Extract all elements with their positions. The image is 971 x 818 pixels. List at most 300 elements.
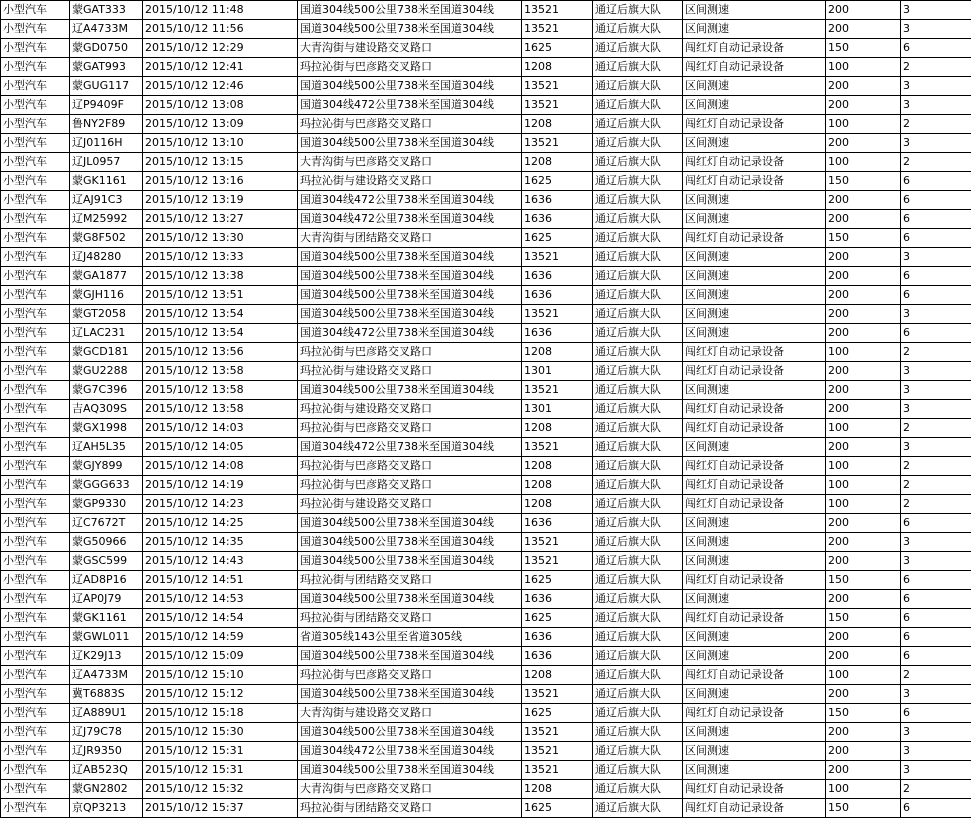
vehicle-type-cell: 小型汽车 xyxy=(1,286,70,305)
violation-code-cell: 13521 xyxy=(522,685,593,704)
datetime-cell: 2015/10/12 15:09 xyxy=(143,647,298,666)
vehicle-type-cell: 小型汽车 xyxy=(1,115,70,134)
device-type-cell: 区间测速 xyxy=(683,685,826,704)
datetime-cell: 2015/10/12 14:51 xyxy=(143,571,298,590)
table-row xyxy=(1,115,971,134)
table-row xyxy=(1,305,971,324)
fine-cell: 200 xyxy=(826,267,901,286)
points-cell: 6 xyxy=(901,172,971,191)
points-cell: 6 xyxy=(901,628,971,647)
plate-number-cell: 鲁NY2F89 xyxy=(70,115,143,134)
vehicle-type-cell: 小型汽车 xyxy=(1,742,70,761)
points-cell: 3 xyxy=(901,438,971,457)
violation-code-cell: 1208 xyxy=(522,476,593,495)
department-cell: 通辽后旗大队 xyxy=(593,685,683,704)
datetime-cell: 2015/10/12 13:30 xyxy=(143,229,298,248)
datetime-cell: 2015/10/12 13:54 xyxy=(143,324,298,343)
device-type-cell: 区间测速 xyxy=(683,248,826,267)
points-cell: 3 xyxy=(901,248,971,267)
points-cell: 6 xyxy=(901,590,971,609)
location-cell: 玛拉沁街与建设路交叉路口 xyxy=(298,362,522,381)
violation-code-cell: 13521 xyxy=(522,96,593,115)
table-row xyxy=(1,704,971,723)
department-cell: 通辽后旗大队 xyxy=(593,77,683,96)
points-cell: 6 xyxy=(901,609,971,628)
plate-number-cell: 蒙GJH116 xyxy=(70,286,143,305)
vehicle-type-cell: 小型汽车 xyxy=(1,723,70,742)
device-type-cell: 区间测速 xyxy=(683,438,826,457)
vehicle-type-cell: 小型汽车 xyxy=(1,191,70,210)
datetime-cell: 2015/10/12 14:54 xyxy=(143,609,298,628)
points-cell: 6 xyxy=(901,324,971,343)
location-cell: 省道305线143公里至省道305线 xyxy=(298,628,522,647)
vehicle-type-cell: 小型汽车 xyxy=(1,780,70,799)
vehicle-type-cell: 小型汽车 xyxy=(1,476,70,495)
fine-cell: 200 xyxy=(826,77,901,96)
location-cell: 玛拉沁街与建设路交叉路口 xyxy=(298,400,522,419)
points-cell: 3 xyxy=(901,20,971,39)
plate-number-cell: 辽AP0J79 xyxy=(70,590,143,609)
device-type-cell: 闯红灯自动记录设备 xyxy=(683,400,826,419)
table-row xyxy=(1,609,971,628)
datetime-cell: 2015/10/12 14:03 xyxy=(143,419,298,438)
vehicle-type-cell: 小型汽车 xyxy=(1,324,70,343)
plate-number-cell: 辽K29J13 xyxy=(70,647,143,666)
datetime-cell: 2015/10/12 13:58 xyxy=(143,400,298,419)
table-row xyxy=(1,210,971,229)
violation-code-cell: 1636 xyxy=(522,267,593,286)
table-row xyxy=(1,628,971,647)
location-cell: 国道304线500公里738米至国道304线 xyxy=(298,286,522,305)
device-type-cell: 区间测速 xyxy=(683,267,826,286)
points-cell: 2 xyxy=(901,780,971,799)
table-row xyxy=(1,134,971,153)
datetime-cell: 2015/10/12 14:05 xyxy=(143,438,298,457)
department-cell: 通辽后旗大队 xyxy=(593,305,683,324)
fine-cell: 100 xyxy=(826,495,901,514)
location-cell: 玛拉沁街与建设路交叉路口 xyxy=(298,495,522,514)
fine-cell: 200 xyxy=(826,400,901,419)
datetime-cell: 2015/10/12 14:19 xyxy=(143,476,298,495)
location-cell: 玛拉沁街与巴彦路交叉路口 xyxy=(298,343,522,362)
violation-code-cell: 13521 xyxy=(522,742,593,761)
table-row xyxy=(1,685,971,704)
plate-number-cell: 蒙GJY899 xyxy=(70,457,143,476)
plate-number-cell: 蒙GU2288 xyxy=(70,362,143,381)
location-cell: 国道304线472公里738米至国道304线 xyxy=(298,324,522,343)
table-row xyxy=(1,191,971,210)
plate-number-cell: 辽AD8P16 xyxy=(70,571,143,590)
datetime-cell: 2015/10/12 14:53 xyxy=(143,590,298,609)
datetime-cell: 2015/10/12 13:58 xyxy=(143,381,298,400)
location-cell: 国道304线500公里738米至国道304线 xyxy=(298,590,522,609)
department-cell: 通辽后旗大队 xyxy=(593,457,683,476)
location-cell: 玛拉沁街与团结路交叉路口 xyxy=(298,799,522,818)
vehicle-type-cell: 小型汽车 xyxy=(1,799,70,818)
table-row xyxy=(1,419,971,438)
device-type-cell: 闯红灯自动记录设备 xyxy=(683,362,826,381)
fine-cell: 200 xyxy=(826,552,901,571)
table-row xyxy=(1,571,971,590)
vehicle-type-cell: 小型汽车 xyxy=(1,666,70,685)
fine-cell: 200 xyxy=(826,438,901,457)
plate-number-cell: 蒙G8F502 xyxy=(70,229,143,248)
points-cell: 3 xyxy=(901,362,971,381)
vehicle-type-cell: 小型汽车 xyxy=(1,267,70,286)
points-cell: 3 xyxy=(901,96,971,115)
department-cell: 通辽后旗大队 xyxy=(593,381,683,400)
violation-code-cell: 1636 xyxy=(522,324,593,343)
datetime-cell: 2015/10/12 13:56 xyxy=(143,343,298,362)
department-cell: 通辽后旗大队 xyxy=(593,96,683,115)
violation-code-cell: 13521 xyxy=(522,20,593,39)
plate-number-cell: 吉AQ309S xyxy=(70,400,143,419)
points-cell: 2 xyxy=(901,58,971,77)
department-cell: 通辽后旗大队 xyxy=(593,39,683,58)
points-cell: 6 xyxy=(901,571,971,590)
plate-number-cell: 京QP3213 xyxy=(70,799,143,818)
vehicle-type-cell: 小型汽车 xyxy=(1,609,70,628)
plate-number-cell: 辽C7672T xyxy=(70,514,143,533)
vehicle-type-cell: 小型汽车 xyxy=(1,134,70,153)
device-type-cell: 区间测速 xyxy=(683,191,826,210)
location-cell: 国道304线500公里738米至国道304线 xyxy=(298,514,522,533)
location-cell: 国道304线500公里738米至国道304线 xyxy=(298,761,522,780)
location-cell: 玛拉沁街与巴彦路交叉路口 xyxy=(298,419,522,438)
device-type-cell: 区间测速 xyxy=(683,552,826,571)
points-cell: 6 xyxy=(901,647,971,666)
location-cell: 玛拉沁街与团结路交叉路口 xyxy=(298,609,522,628)
department-cell: 通辽后旗大队 xyxy=(593,153,683,172)
department-cell: 通辽后旗大队 xyxy=(593,552,683,571)
fine-cell: 150 xyxy=(826,39,901,58)
vehicle-type-cell: 小型汽车 xyxy=(1,381,70,400)
location-cell: 国道304线500公里738米至国道304线 xyxy=(298,1,522,20)
table-row xyxy=(1,229,971,248)
plate-number-cell: 辽J0116H xyxy=(70,134,143,153)
table-row xyxy=(1,77,971,96)
plate-number-cell: 冀T6883S xyxy=(70,685,143,704)
table-row xyxy=(1,172,971,191)
datetime-cell: 2015/10/12 13:27 xyxy=(143,210,298,229)
table-body xyxy=(1,1,971,818)
plate-number-cell: 辽J79C78 xyxy=(70,723,143,742)
department-cell: 通辽后旗大队 xyxy=(593,58,683,77)
datetime-cell: 2015/10/12 13:16 xyxy=(143,172,298,191)
department-cell: 通辽后旗大队 xyxy=(593,172,683,191)
location-cell: 大青沟街与团结路交叉路口 xyxy=(298,229,522,248)
vehicle-type-cell: 小型汽车 xyxy=(1,77,70,96)
fine-cell: 100 xyxy=(826,115,901,134)
vehicle-type-cell: 小型汽车 xyxy=(1,39,70,58)
department-cell: 通辽后旗大队 xyxy=(593,324,683,343)
location-cell: 大青沟街与巴彦路交叉路口 xyxy=(298,153,522,172)
device-type-cell: 闯红灯自动记录设备 xyxy=(683,609,826,628)
datetime-cell: 2015/10/12 14:23 xyxy=(143,495,298,514)
fine-cell: 100 xyxy=(826,457,901,476)
device-type-cell: 闯红灯自动记录设备 xyxy=(683,799,826,818)
location-cell: 国道304线500公里738米至国道304线 xyxy=(298,248,522,267)
device-type-cell: 区间测速 xyxy=(683,628,826,647)
vehicle-type-cell: 小型汽车 xyxy=(1,305,70,324)
fine-cell: 150 xyxy=(826,571,901,590)
points-cell: 6 xyxy=(901,39,971,58)
vehicle-type-cell: 小型汽车 xyxy=(1,590,70,609)
datetime-cell: 2015/10/12 11:56 xyxy=(143,20,298,39)
vehicle-type-cell: 小型汽车 xyxy=(1,514,70,533)
location-cell: 国道304线500公里738米至国道304线 xyxy=(298,134,522,153)
department-cell: 通辽后旗大队 xyxy=(593,210,683,229)
device-type-cell: 闯红灯自动记录设备 xyxy=(683,704,826,723)
violation-code-cell: 13521 xyxy=(522,438,593,457)
violation-code-cell: 13521 xyxy=(522,1,593,20)
device-type-cell: 区间测速 xyxy=(683,286,826,305)
table-row xyxy=(1,400,971,419)
points-cell: 2 xyxy=(901,495,971,514)
department-cell: 通辽后旗大队 xyxy=(593,742,683,761)
table-row xyxy=(1,153,971,172)
fine-cell: 200 xyxy=(826,628,901,647)
points-cell: 3 xyxy=(901,761,971,780)
vehicle-type-cell: 小型汽车 xyxy=(1,495,70,514)
points-cell: 3 xyxy=(901,552,971,571)
datetime-cell: 2015/10/12 12:41 xyxy=(143,58,298,77)
department-cell: 通辽后旗大队 xyxy=(593,666,683,685)
fine-cell: 200 xyxy=(826,248,901,267)
table-row xyxy=(1,590,971,609)
department-cell: 通辽后旗大队 xyxy=(593,495,683,514)
plate-number-cell: 辽A4733M xyxy=(70,20,143,39)
fine-cell: 100 xyxy=(826,153,901,172)
points-cell: 6 xyxy=(901,210,971,229)
device-type-cell: 闯红灯自动记录设备 xyxy=(683,153,826,172)
table-row xyxy=(1,495,971,514)
datetime-cell: 2015/10/12 15:10 xyxy=(143,666,298,685)
location-cell: 国道304线500公里738米至国道304线 xyxy=(298,305,522,324)
datetime-cell: 2015/10/12 13:08 xyxy=(143,96,298,115)
location-cell: 玛拉沁街与巴彦路交叉路口 xyxy=(298,115,522,134)
device-type-cell: 区间测速 xyxy=(683,1,826,20)
vehicle-type-cell: 小型汽车 xyxy=(1,628,70,647)
datetime-cell: 2015/10/12 12:29 xyxy=(143,39,298,58)
plate-number-cell: 辽J48280 xyxy=(70,248,143,267)
department-cell: 通辽后旗大队 xyxy=(593,476,683,495)
table-row xyxy=(1,96,971,115)
violation-code-cell: 1636 xyxy=(522,191,593,210)
plate-number-cell: 蒙GA1877 xyxy=(70,267,143,286)
department-cell: 通辽后旗大队 xyxy=(593,343,683,362)
device-type-cell: 区间测速 xyxy=(683,514,826,533)
location-cell: 大青沟街与巴彦路交叉路口 xyxy=(298,780,522,799)
points-cell: 2 xyxy=(901,666,971,685)
location-cell: 国道304线472公里738米至国道304线 xyxy=(298,438,522,457)
vehicle-type-cell: 小型汽车 xyxy=(1,571,70,590)
violation-code-cell: 13521 xyxy=(522,533,593,552)
violation-code-cell: 13521 xyxy=(522,248,593,267)
plate-number-cell: 蒙GN2802 xyxy=(70,780,143,799)
datetime-cell: 2015/10/12 13:51 xyxy=(143,286,298,305)
table-row xyxy=(1,742,971,761)
fine-cell: 150 xyxy=(826,172,901,191)
table-row xyxy=(1,324,971,343)
fine-cell: 200 xyxy=(826,1,901,20)
device-type-cell: 区间测速 xyxy=(683,761,826,780)
table-row xyxy=(1,381,971,400)
points-cell: 2 xyxy=(901,476,971,495)
location-cell: 国道304线500公里738米至国道304线 xyxy=(298,381,522,400)
device-type-cell: 闯红灯自动记录设备 xyxy=(683,419,826,438)
points-cell: 2 xyxy=(901,115,971,134)
table-row xyxy=(1,457,971,476)
location-cell: 国道304线472公里738米至国道304线 xyxy=(298,96,522,115)
points-cell: 3 xyxy=(901,381,971,400)
table-row xyxy=(1,476,971,495)
datetime-cell: 2015/10/12 13:15 xyxy=(143,153,298,172)
violation-code-cell: 1208 xyxy=(522,495,593,514)
fine-cell: 100 xyxy=(826,666,901,685)
fine-cell: 200 xyxy=(826,685,901,704)
table-row xyxy=(1,438,971,457)
device-type-cell: 闯红灯自动记录设备 xyxy=(683,780,826,799)
points-cell: 6 xyxy=(901,286,971,305)
location-cell: 国道304线472公里738米至国道304线 xyxy=(298,210,522,229)
datetime-cell: 2015/10/12 15:18 xyxy=(143,704,298,723)
plate-number-cell: 蒙GK1161 xyxy=(70,609,143,628)
points-cell: 6 xyxy=(901,799,971,818)
fine-cell: 200 xyxy=(826,20,901,39)
department-cell: 通辽后旗大队 xyxy=(593,248,683,267)
device-type-cell: 区间测速 xyxy=(683,96,826,115)
location-cell: 大青沟街与建设路交叉路口 xyxy=(298,39,522,58)
vehicle-type-cell: 小型汽车 xyxy=(1,419,70,438)
department-cell: 通辽后旗大队 xyxy=(593,286,683,305)
points-cell: 3 xyxy=(901,77,971,96)
table-row xyxy=(1,514,971,533)
datetime-cell: 2015/10/12 11:48 xyxy=(143,1,298,20)
device-type-cell: 区间测速 xyxy=(683,324,826,343)
datetime-cell: 2015/10/12 13:10 xyxy=(143,134,298,153)
fine-cell: 100 xyxy=(826,476,901,495)
points-cell: 6 xyxy=(901,267,971,286)
datetime-cell: 2015/10/12 13:58 xyxy=(143,362,298,381)
vehicle-type-cell: 小型汽车 xyxy=(1,457,70,476)
violation-code-cell: 1208 xyxy=(522,153,593,172)
table-row xyxy=(1,39,971,58)
table-row xyxy=(1,343,971,362)
points-cell: 2 xyxy=(901,343,971,362)
violation-code-cell: 13521 xyxy=(522,381,593,400)
datetime-cell: 2015/10/12 14:59 xyxy=(143,628,298,647)
vehicle-type-cell: 小型汽车 xyxy=(1,533,70,552)
device-type-cell: 闯红灯自动记录设备 xyxy=(683,39,826,58)
device-type-cell: 闯红灯自动记录设备 xyxy=(683,343,826,362)
violation-code-cell: 13521 xyxy=(522,305,593,324)
location-cell: 国道304线500公里738米至国道304线 xyxy=(298,20,522,39)
fine-cell: 200 xyxy=(826,324,901,343)
datetime-cell: 2015/10/12 15:32 xyxy=(143,780,298,799)
plate-number-cell: 蒙GSC599 xyxy=(70,552,143,571)
plate-number-cell: 蒙GWL011 xyxy=(70,628,143,647)
department-cell: 通辽后旗大队 xyxy=(593,704,683,723)
device-type-cell: 区间测速 xyxy=(683,647,826,666)
fine-cell: 200 xyxy=(826,761,901,780)
table-row xyxy=(1,780,971,799)
vehicle-type-cell: 小型汽车 xyxy=(1,685,70,704)
points-cell: 6 xyxy=(901,229,971,248)
vehicle-type-cell: 小型汽车 xyxy=(1,210,70,229)
fine-cell: 200 xyxy=(826,210,901,229)
points-cell: 6 xyxy=(901,514,971,533)
vehicle-type-cell: 小型汽车 xyxy=(1,647,70,666)
vehicle-type-cell: 小型汽车 xyxy=(1,20,70,39)
plate-number-cell: 蒙GAT333 xyxy=(70,1,143,20)
device-type-cell: 闯红灯自动记录设备 xyxy=(683,229,826,248)
plate-number-cell: 辽LAC231 xyxy=(70,324,143,343)
location-cell: 玛拉沁街与巴彦路交叉路口 xyxy=(298,476,522,495)
violation-code-cell: 1208 xyxy=(522,780,593,799)
plate-number-cell: 蒙GP9330 xyxy=(70,495,143,514)
points-cell: 6 xyxy=(901,704,971,723)
fine-cell: 200 xyxy=(826,96,901,115)
fine-cell: 200 xyxy=(826,647,901,666)
department-cell: 通辽后旗大队 xyxy=(593,609,683,628)
violation-code-cell: 13521 xyxy=(522,77,593,96)
violation-code-cell: 1208 xyxy=(522,419,593,438)
points-cell: 3 xyxy=(901,723,971,742)
vehicle-type-cell: 小型汽车 xyxy=(1,58,70,77)
points-cell: 2 xyxy=(901,419,971,438)
datetime-cell: 2015/10/12 14:25 xyxy=(143,514,298,533)
plate-number-cell: 蒙GT2058 xyxy=(70,305,143,324)
violation-code-cell: 13521 xyxy=(522,761,593,780)
datetime-cell: 2015/10/12 13:33 xyxy=(143,248,298,267)
table-row xyxy=(1,1,971,20)
plate-number-cell: 蒙GX1998 xyxy=(70,419,143,438)
violation-code-cell: 1636 xyxy=(522,628,593,647)
device-type-cell: 闯红灯自动记录设备 xyxy=(683,495,826,514)
datetime-cell: 2015/10/12 14:08 xyxy=(143,457,298,476)
department-cell: 通辽后旗大队 xyxy=(593,571,683,590)
violation-code-cell: 1625 xyxy=(522,704,593,723)
plate-number-cell: 蒙GD0750 xyxy=(70,39,143,58)
points-cell: 3 xyxy=(901,533,971,552)
table-row xyxy=(1,666,971,685)
points-cell: 3 xyxy=(901,134,971,153)
datetime-cell: 2015/10/12 13:38 xyxy=(143,267,298,286)
violation-code-cell: 1636 xyxy=(522,647,593,666)
fine-cell: 100 xyxy=(826,419,901,438)
location-cell: 国道304线472公里738米至国道304线 xyxy=(298,191,522,210)
location-cell: 国道304线500公里738米至国道304线 xyxy=(298,533,522,552)
points-cell: 3 xyxy=(901,305,971,324)
department-cell: 通辽后旗大队 xyxy=(593,400,683,419)
fine-cell: 200 xyxy=(826,742,901,761)
fine-cell: 200 xyxy=(826,286,901,305)
department-cell: 通辽后旗大队 xyxy=(593,533,683,552)
device-type-cell: 区间测速 xyxy=(683,77,826,96)
violation-code-cell: 1208 xyxy=(522,115,593,134)
violation-code-cell: 1625 xyxy=(522,609,593,628)
fine-cell: 200 xyxy=(826,134,901,153)
fine-cell: 200 xyxy=(826,723,901,742)
fine-cell: 150 xyxy=(826,704,901,723)
datetime-cell: 2015/10/12 13:54 xyxy=(143,305,298,324)
violation-code-cell: 1636 xyxy=(522,514,593,533)
table-row xyxy=(1,20,971,39)
violation-code-cell: 13521 xyxy=(522,134,593,153)
location-cell: 国道304线500公里738米至国道304线 xyxy=(298,77,522,96)
location-cell: 国道304线472公里738米至国道304线 xyxy=(298,742,522,761)
